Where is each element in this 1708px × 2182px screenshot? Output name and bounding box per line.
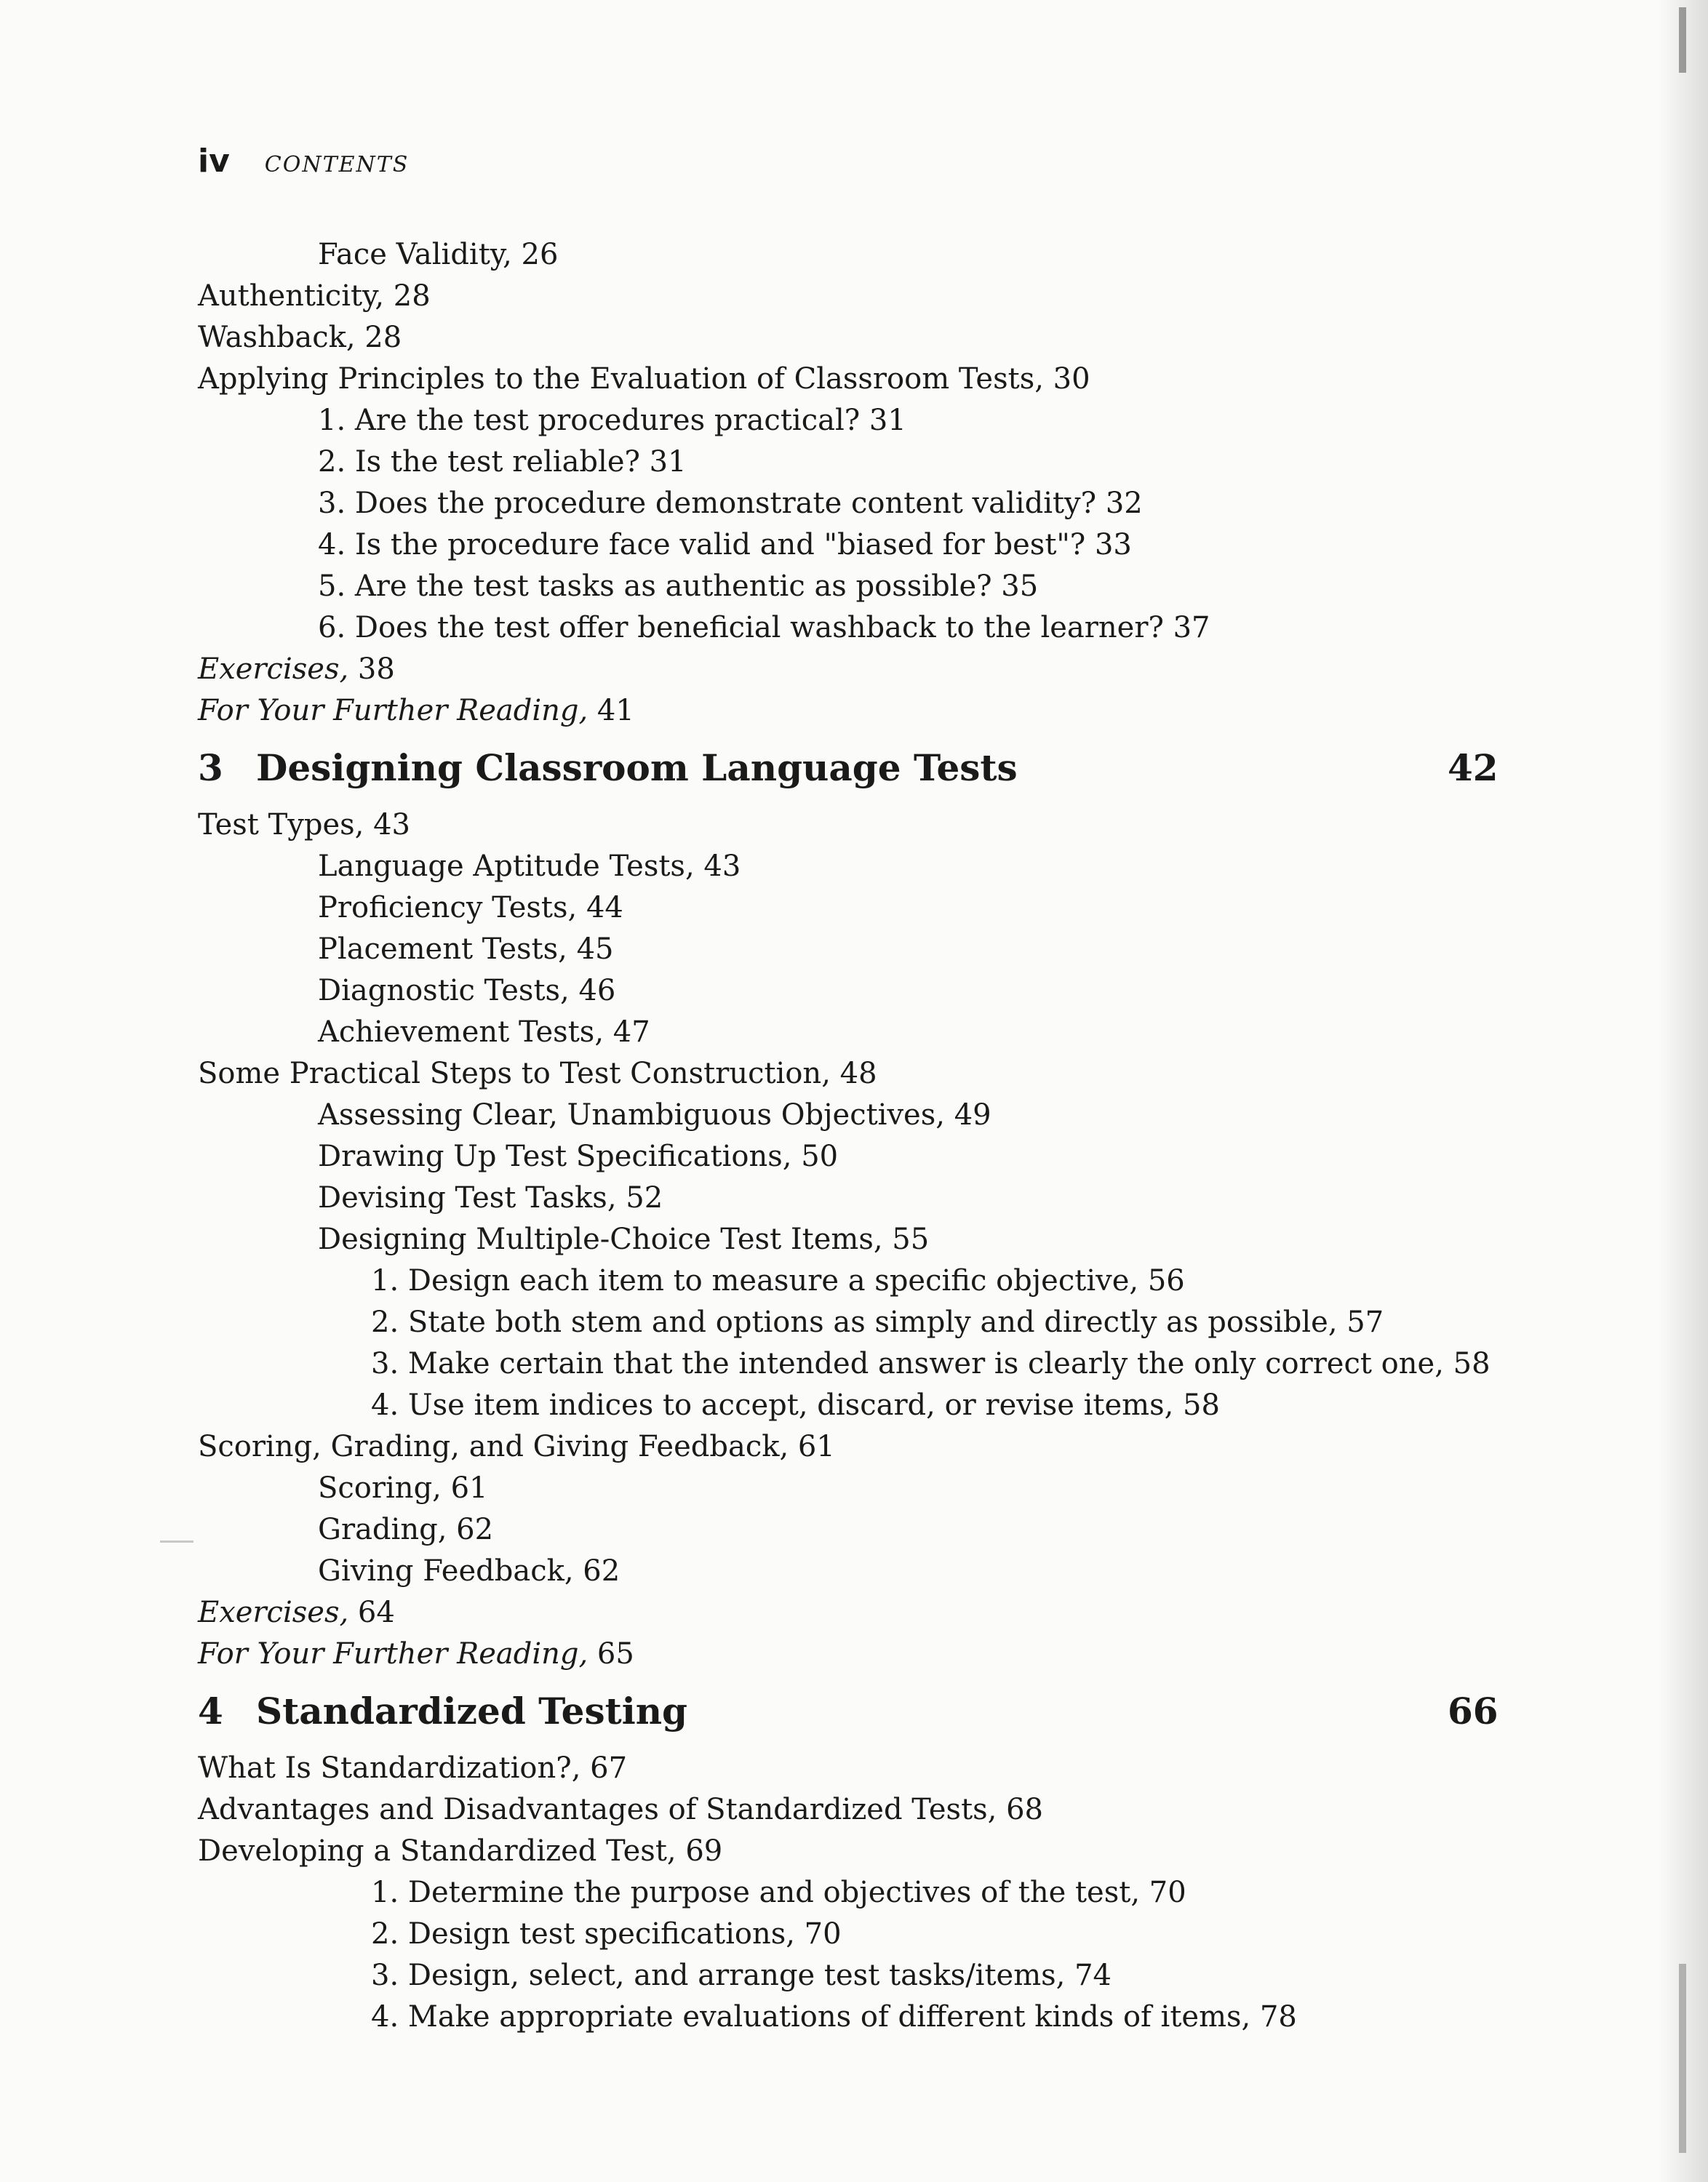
toc-entry-text: 2. Is the test reliable? 31: [318, 445, 687, 479]
toc-entry: [0, 1831, 1708, 1872]
toc-entry-text: Giving Feedback, 62: [318, 1554, 620, 1588]
toc-entry: [0, 1426, 1708, 1468]
toc-entry: [0, 607, 1708, 649]
toc-entry-text: Scoring, 61: [318, 1471, 488, 1505]
toc-entry: [0, 804, 1708, 846]
toc-entry: [0, 1219, 1708, 1260]
toc-entry-text: 3. Does the procedure demonstrate content validity? 32: [318, 487, 1143, 520]
toc-entry: [0, 929, 1708, 970]
toc-entry-text: Devising Test Tasks, 52: [318, 1181, 663, 1215]
toc-entry: [0, 1468, 1708, 1509]
toc-entry: [0, 1955, 1708, 1997]
toc-entry: [0, 1634, 1708, 1675]
toc-entry: [0, 400, 1708, 441]
toc-entry: [0, 1053, 1708, 1095]
chapter-page: 42: [1448, 746, 1499, 789]
toc-entry: [0, 970, 1708, 1012]
toc-entry: [0, 1592, 1708, 1634]
toc-entry: [0, 649, 1708, 690]
toc-entry-text: Language Aptitude Tests, 43: [318, 850, 741, 883]
toc-entry: [0, 1302, 1708, 1343]
toc-entry: [0, 1997, 1708, 2038]
toc-entry: [0, 1178, 1708, 1219]
toc-entry: [0, 276, 1708, 317]
toc-entry-text: Grading, 62: [318, 1513, 494, 1546]
toc-entry-text: Assessing Clear, Unambiguous Objectives, 49: [318, 1098, 991, 1132]
toc-entry: [0, 234, 1708, 276]
toc-entry: [0, 566, 1708, 607]
toc-entry: [0, 846, 1708, 887]
toc-entry-text: For Your Further Reading,: [198, 1637, 588, 1671]
toc-entry-text: 4. Make appropriate evaluations of different kinds of items, 78: [371, 2000, 1297, 2034]
running-head: CONTENTS: [264, 152, 410, 177]
toc-entry: [0, 1872, 1708, 1914]
toc-entry-text: Designing Multiple-Choice Test Items, 55: [318, 1223, 930, 1256]
toc-entry-text: Some Practical Steps to Test Construction, 48: [198, 1057, 877, 1090]
table-of-contents: [0, 234, 1708, 2038]
toc-entry-text: Exercises,: [198, 1596, 349, 1629]
toc-entry: [0, 1012, 1708, 1053]
toc-entry: [0, 359, 1708, 400]
toc-entry-text: Authenticity, 28: [198, 279, 431, 313]
toc-entry-text: Test Types, 43: [198, 808, 410, 842]
toc-entry: [0, 441, 1708, 483]
chapter-number: 3: [198, 746, 223, 789]
toc-entry-text: 2. State both stem and options as simply and directly as possible, 57: [371, 1306, 1384, 1339]
toc-section-top: [0, 234, 1708, 732]
toc-entry: [0, 1789, 1708, 1831]
toc-entry-text: For Your Further Reading,: [198, 694, 588, 727]
toc-entry: [0, 1509, 1708, 1551]
toc-entry-page: 64: [348, 1596, 395, 1629]
toc-entry-text: 1. Design each item to measure a specific objective, 56: [371, 1264, 1185, 1298]
toc-entry: [0, 1343, 1708, 1385]
toc-entry-text: 5. Are the test tasks as authentic as possible? 35: [318, 570, 1039, 603]
toc-entry-text: Exercises,: [198, 652, 349, 686]
toc-entry-text: Placement Tests, 45: [318, 932, 614, 966]
toc-entry-text: Achievement Tests, 47: [318, 1015, 650, 1049]
chapter-heading-4: [0, 1675, 1708, 1748]
toc-entry: [0, 1748, 1708, 1789]
toc-entry: [0, 483, 1708, 524]
toc-entry: [0, 1260, 1708, 1302]
toc-entry-text: Drawing Up Test Specifications, 50: [318, 1140, 839, 1173]
toc-entry-text: 3. Design, select, and arrange test tasks/items, 74: [371, 1959, 1112, 1992]
toc-entry: [0, 887, 1708, 929]
toc-entry-page: 65: [588, 1637, 634, 1671]
toc-entry-text: Applying Principles to the Evaluation of Classroom Tests, 30: [198, 362, 1090, 396]
chapter-page: 66: [1448, 1690, 1499, 1733]
toc-entry-text: Proficiency Tests, 44: [318, 891, 623, 924]
toc-entry: [0, 1095, 1708, 1136]
toc-entry-text: Face Validity, 26: [318, 238, 559, 271]
toc-entry-page: 38: [348, 652, 395, 686]
toc-entry: [0, 317, 1708, 359]
toc-entry-text: 2. Design test specifications, 70: [371, 1917, 842, 1951]
chapter-title: Standardized Testing: [256, 1690, 688, 1733]
toc-entry-text: Diagnostic Tests, 46: [318, 974, 616, 1007]
chapter-number: 4: [198, 1690, 223, 1733]
scan-edge-mark-top: [1679, 7, 1686, 73]
page-folio: iv: [198, 143, 230, 180]
toc-entry-text: 1. Are the test procedures practical? 31: [318, 404, 906, 437]
toc-entry-text: 4. Is the procedure face valid and "biased for best"? 33: [318, 528, 1132, 562]
toc-entry-text: 4. Use item indices to accept, discard, or revise items, 58: [371, 1388, 1220, 1422]
toc-entry: [0, 690, 1708, 732]
toc-section-chapter-4: [0, 1748, 1708, 2038]
page-header: [198, 143, 409, 180]
toc-entry: [0, 1914, 1708, 1955]
toc-entry-text: Developing a Standardized Test, 69: [198, 1834, 723, 1868]
toc-entry: [0, 1551, 1708, 1592]
toc-entry: [0, 524, 1708, 566]
toc-entry-text: 3. Make certain that the intended answer is clearly the only correct one, 58: [371, 1347, 1490, 1380]
toc-entry-text: Washback, 28: [198, 321, 402, 354]
toc-section-chapter-3: [0, 804, 1708, 1675]
chapter-title: Designing Classroom Language Tests: [256, 746, 1018, 789]
chapter-heading-3: [0, 732, 1708, 804]
toc-entry: [0, 1385, 1708, 1426]
toc-entry-text: 1. Determine the purpose and objectives of the test, 70: [371, 1876, 1186, 1909]
toc-entry-text: What Is Standardization?, 67: [198, 1751, 628, 1785]
toc-entry-page: 41: [588, 694, 634, 727]
toc-entry: [0, 1136, 1708, 1178]
toc-entry-text: Scoring, Grading, and Giving Feedback, 61: [198, 1430, 835, 1463]
toc-entry-text: Advantages and Disadvantages of Standardized Tests, 68: [198, 1793, 1043, 1826]
toc-entry-text: 6. Does the test offer beneficial washback to the learner? 37: [318, 611, 1210, 644]
